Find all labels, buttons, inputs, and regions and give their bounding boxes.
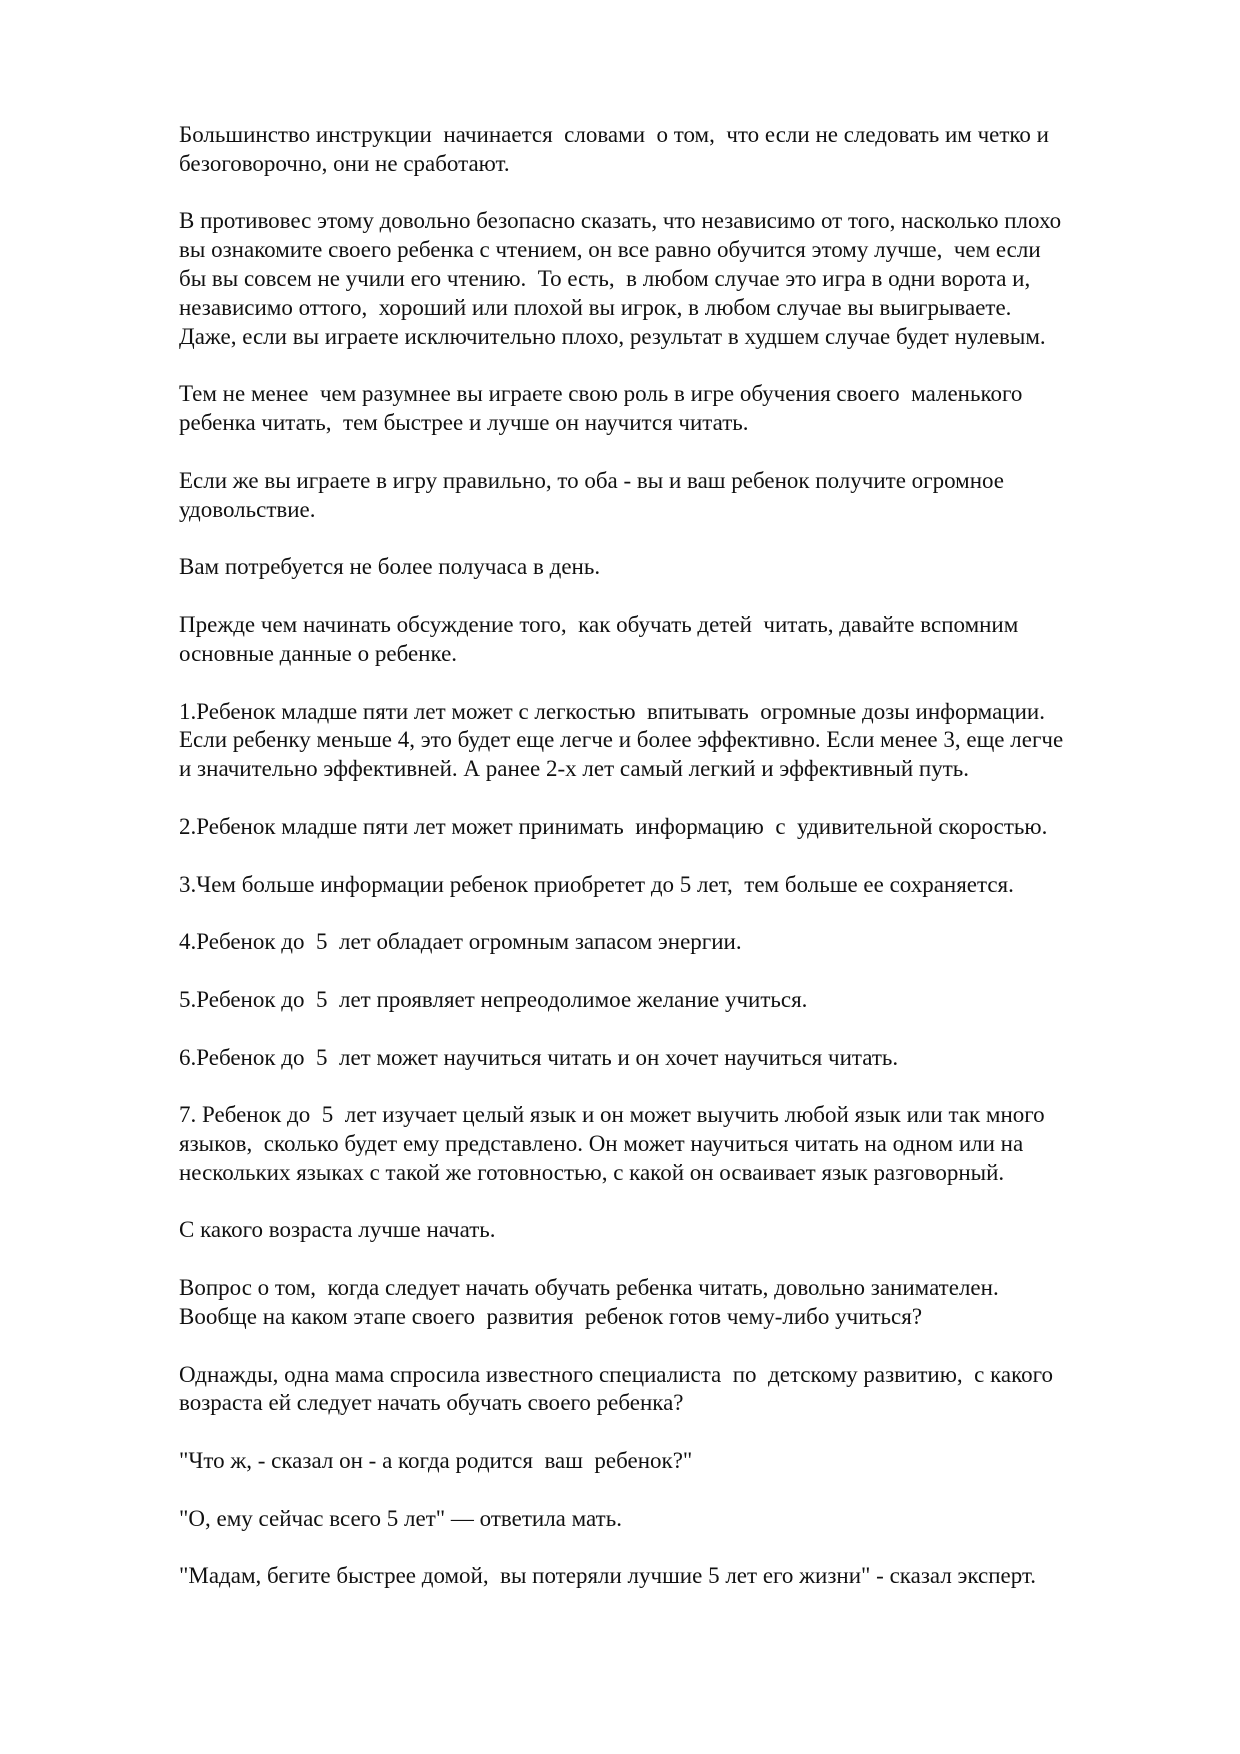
text-line: Однажды, одна мама спросила известного специалиста по детскому развитию, с какого	[179, 1361, 1053, 1387]
text-line: Даже, если вы играете исключительно плохо, результат в худшем случае будет нулевым.	[179, 323, 1046, 349]
text-line: вы ознакомите своего ребенка с чтением, он все равно обучится этому лучше, чем если	[179, 237, 1041, 263]
text-line: Вообще на каком этапе своего развития ребенок готов чему-либо учиться?	[179, 1303, 923, 1329]
paragraph	[179, 1447, 1179, 1476]
paragraph	[179, 813, 1179, 842]
text-line: безоговорочно, они не сработают.	[179, 150, 510, 176]
paragraph	[179, 1361, 1179, 1419]
text-line: С какого возраста лучше начать.	[179, 1217, 496, 1243]
text-line: основные данные о ребенке.	[179, 640, 458, 666]
paragraph	[179, 698, 1179, 784]
text-line: Если же вы играете в игру правильно, то оба - вы и ваш ребенок получите огромное	[179, 467, 1005, 493]
paragraph	[179, 121, 1179, 179]
text-line: 1.Ребенок младше пяти лет может с легкостью впитывать огромные дозы информации.	[179, 698, 1045, 724]
paragraph	[179, 380, 1179, 438]
paragraph	[179, 611, 1179, 669]
text-line: нескольких языках с такой же готовностью, с какой он осваивает язык разговорный.	[179, 1159, 1005, 1185]
text-line: 6.Ребенок до 5 лет может научиться читать и он хочет научиться читать.	[179, 1044, 899, 1070]
paragraph	[179, 467, 1179, 525]
text-line: ребенка читать, тем быстрее и лучше он научится читать.	[179, 410, 749, 436]
text-line: "Что ж, - сказал он - а когда родится ваш ребенок?"	[179, 1448, 693, 1474]
text-line: удовольствие.	[179, 496, 316, 522]
text-line: языков, сколько будет ему представлено. Он может научиться читать на одном или на	[179, 1130, 1024, 1156]
text-line: 5.Ребенок до 5 лет проявляет непреодолимое желание учиться.	[179, 986, 808, 1012]
text-line: 4.Ребенок до 5 лет обладает огромным запасом энергии.	[179, 929, 742, 955]
text-line: и значительно эффективней. А ранее 2-х лет самый легкий и эффективный путь.	[179, 756, 969, 782]
text-line: 3.Чем больше информации ребенок приобретет до 5 лет, тем больше ее сохраняется.	[179, 871, 1014, 897]
text-line: Прежде чем начинать обсуждение того, как обучать детей читать, давайте вспомним	[179, 612, 1019, 638]
text-line: "О, ему сейчас всего 5 лет" — ответила мать.	[179, 1505, 622, 1531]
text-line: возраста ей следует начать обучать своего ребенка?	[179, 1390, 684, 1416]
paragraph	[179, 1044, 1179, 1073]
text-line: В противовес этому довольно безопасно сказать, что независимо от того, насколько плохо	[179, 208, 1062, 234]
paragraph	[179, 928, 1179, 957]
paragraph	[179, 1505, 1179, 1534]
text-line: Вам потребуется не более получаса в день.	[179, 554, 601, 580]
document-page	[179, 121, 1179, 1620]
text-line: Большинство инструкции начинается словами о том, что если не следовать им четко и	[179, 122, 1049, 147]
paragraph	[179, 1562, 1179, 1591]
paragraph	[179, 1274, 1179, 1332]
text-line: независимо оттого, хороший или плохой вы игрок, в любом случае вы выигрываете.	[179, 294, 1012, 320]
paragraph	[179, 871, 1179, 900]
text-line: бы вы совсем не учили его чтению. То есть, в любом случае это игра в одни ворота и,	[179, 266, 1031, 292]
paragraph	[179, 207, 1179, 351]
text-line: Вопрос о том, когда следует начать обучать ребенка читать, довольно занимателен.	[179, 1275, 999, 1301]
paragraph	[179, 986, 1179, 1015]
text-line: Если ребенку меньше 4, это будет еще легче и более эффективно. Если менее 3, еще легче	[179, 727, 1064, 753]
paragraph	[179, 1216, 1179, 1245]
paragraph	[179, 1101, 1179, 1187]
text-line: "Мадам, бегите быстрее домой, вы потеряли лучшие 5 лет его жизни" - сказал эксперт.	[179, 1563, 1037, 1589]
text-line: Тем не менее чем разумнее вы играете свою роль в игре обучения своего маленького	[179, 381, 1023, 407]
paragraph	[179, 553, 1179, 582]
text-line: 7. Ребенок до 5 лет изучает целый язык и он может выучить любой язык или так много	[179, 1102, 1045, 1128]
text-line: 2.Ребенок младше пяти лет может принимать информацию с удивительной скоростью.	[179, 813, 1048, 839]
